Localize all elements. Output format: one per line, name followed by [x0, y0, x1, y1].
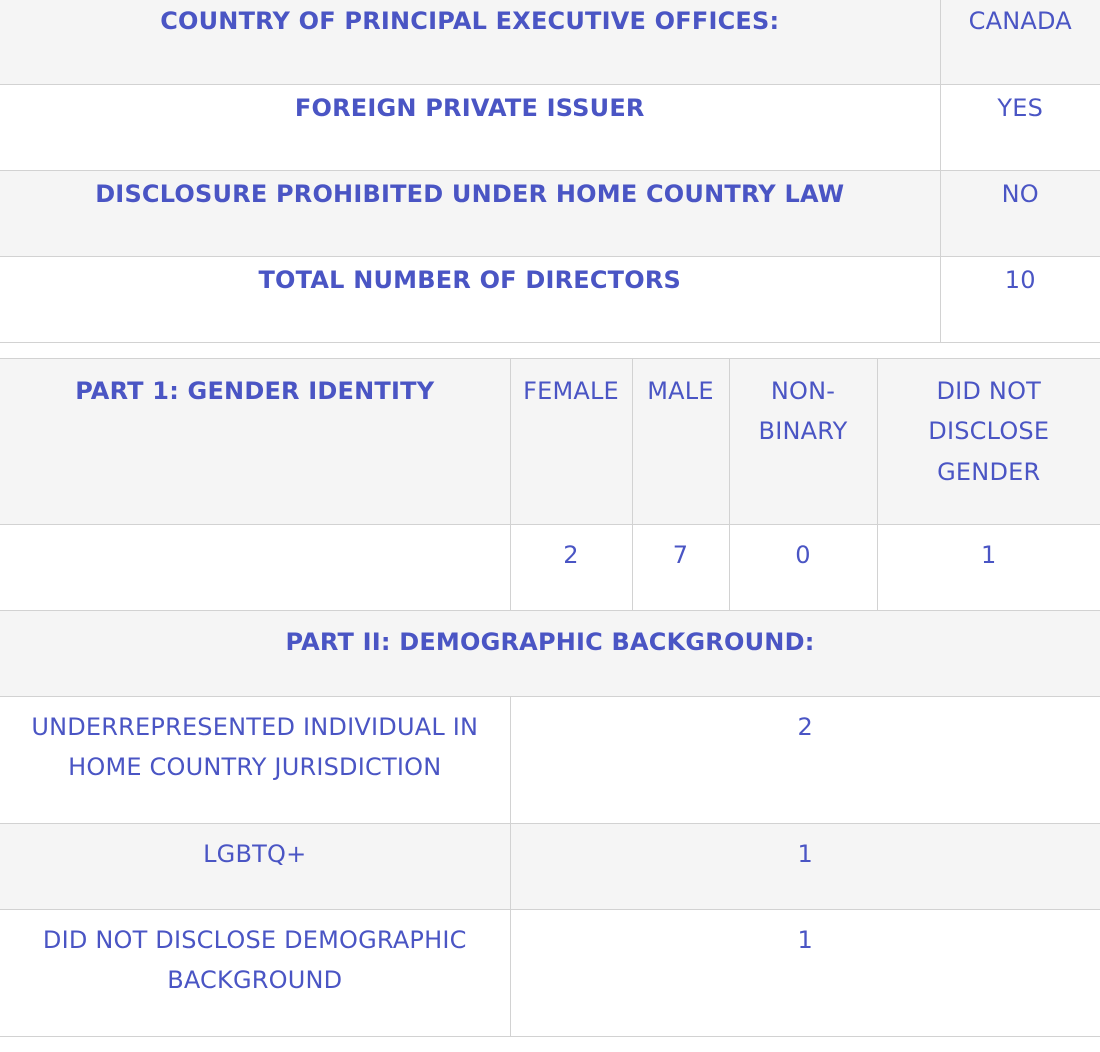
demographic-background-title: PART II: DEMOGRAPHIC BACKGROUND: [0, 610, 1100, 696]
col-header-non-binary: NON-BINARY [729, 358, 877, 524]
lgbtq-value: 1 [510, 823, 1100, 909]
did-not-disclose-gender-count: 1 [877, 524, 1100, 610]
col-header-did-not-disclose-gender: DID NOT DISCLOSE GENDER [877, 358, 1100, 524]
table-header-row [0, 358, 1100, 524]
gender-identity-title: PART 1: GENDER IDENTITY [0, 358, 510, 524]
table-row [0, 256, 1100, 342]
underrepresented-value: 2 [510, 696, 1100, 823]
did-not-disclose-demographic-value: 1 [510, 909, 1100, 1036]
table-row [0, 696, 1100, 823]
country-label: COUNTRY OF PRINCIPAL EXECUTIVE OFFICES: [0, 0, 940, 84]
table-row [0, 84, 1100, 170]
underrepresented-label: UNDERREPRESENTED INDIVIDUAL IN HOME COUNTRY JURISDICTION [0, 696, 510, 823]
female-count: 2 [510, 524, 632, 610]
lgbtq-label: LGBTQ+ [0, 823, 510, 909]
disclosure-prohibited-label: DISCLOSURE PROHIBITED UNDER HOME COUNTRY LAW [0, 170, 940, 256]
non-binary-count: 0 [729, 524, 877, 610]
foreign-private-issuer-value: YES [940, 84, 1100, 170]
demographic-background-table [0, 610, 1100, 1037]
table-header-row [0, 610, 1100, 696]
total-directors-value: 10 [940, 256, 1100, 342]
foreign-private-issuer-label: FOREIGN PRIVATE ISSUER [0, 84, 940, 170]
col-header-female: FEMALE [510, 358, 632, 524]
gender-identity-table [0, 358, 1100, 611]
table-row [0, 524, 1100, 610]
male-count: 7 [632, 524, 729, 610]
table-row [0, 0, 1100, 84]
table-row [0, 170, 1100, 256]
issuer-info-table [0, 0, 1100, 343]
table-row [0, 909, 1100, 1036]
did-not-disclose-demographic-label: DID NOT DISCLOSE DEMOGRAPHIC BACKGROUND [0, 909, 510, 1036]
total-directors-label: TOTAL NUMBER OF DIRECTORS [0, 256, 940, 342]
table-row [0, 823, 1100, 909]
col-header-male: MALE [632, 358, 729, 524]
empty-cell [0, 524, 510, 610]
disclosure-prohibited-value: NO [940, 170, 1100, 256]
country-value: CANADA [940, 0, 1100, 84]
